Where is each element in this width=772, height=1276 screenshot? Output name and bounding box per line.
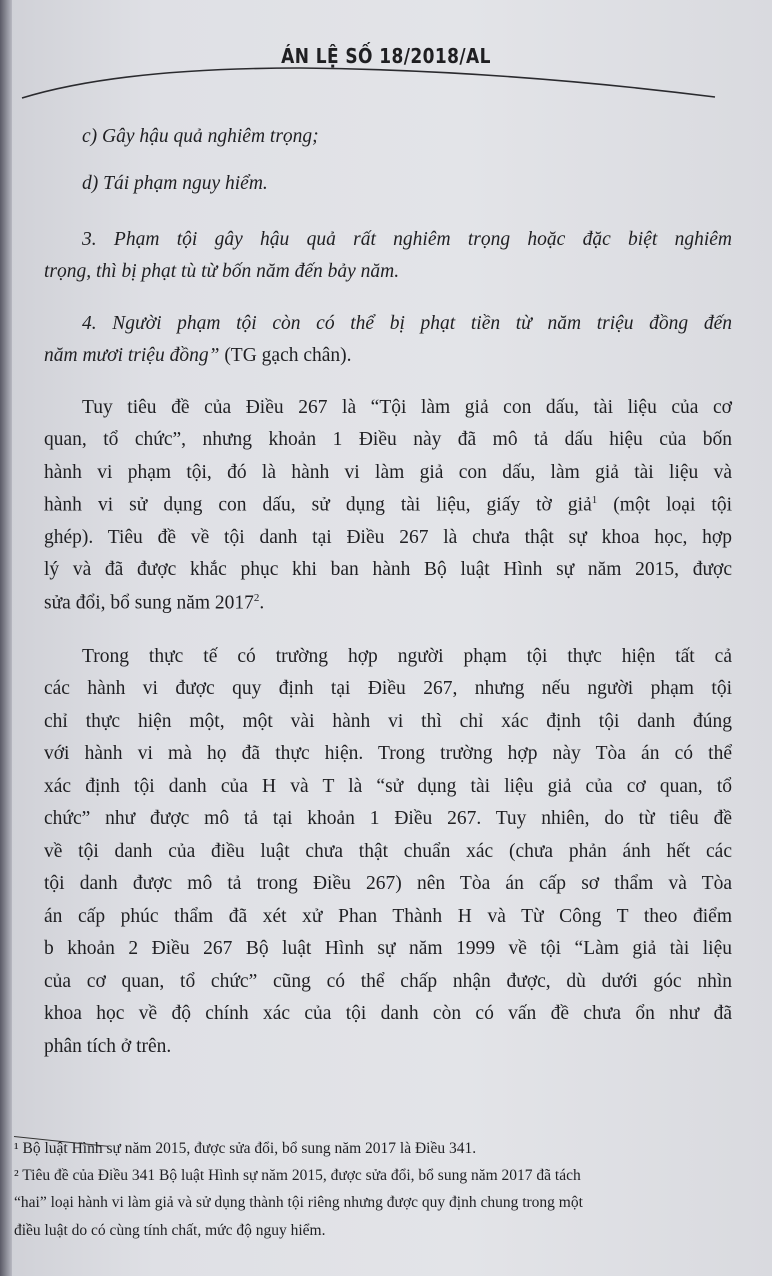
page-header-title: ÁN LỆ SỐ 18/2018/AL <box>281 44 491 68</box>
clause-4-line: 4. Người phạm tội còn có thể bị phạt tiền từ năm triệu đồng đến <box>82 313 732 334</box>
footnote-1: ¹ Bộ luật Hình sự năm 2015, được sửa đổi, bổ sung năm 2017 là Điều 341. <box>14 1140 477 1157</box>
footnote-ref-1: 1 <box>591 494 598 506</box>
header-rule <box>0 60 772 100</box>
text-line: chức” như được mô tả tại khoản 1 Điều 267. Tuy nhiên, do từ tiêu đề <box>44 808 732 829</box>
text-line: Tuy tiêu đề của Điều 267 là “Tội làm giả con dấu, tài liệu của cơ <box>82 397 732 418</box>
text-line: khoa học về độ chính xác của tội danh còn có vấn đề chưa ổn như đã <box>44 1003 732 1024</box>
book-spine-edge <box>0 0 12 1276</box>
clause-c: c) Gây hậu quả nghiêm trọng; <box>82 126 319 147</box>
text-line: xác định tội danh của H và T là “sử dụng tài liệu giả của cơ quan, tổ <box>44 776 732 797</box>
text-line: ghép). Tiêu đề về tội danh tại Điều 267 là chưa thật sự khoa học, hợp <box>44 527 732 548</box>
footnote-ref-2: 2 <box>253 592 260 604</box>
author-note: (TG gạch chân). <box>219 345 352 366</box>
clause-d: d) Tái phạm nguy hiểm. <box>82 173 268 194</box>
text-span: hành vi sử dụng con dấu, sử dụng tài liệu, giấy tờ giả <box>44 494 592 516</box>
clause-3-line: trọng, thì bị phạt tù từ bốn năm đến bảy năm. <box>44 261 400 282</box>
text-line: b khoản 2 Điều 267 Bộ luật Hình sự năm 1999 về tội “Làm giả tài liệu <box>44 938 732 959</box>
clause-3-line: 3. Phạm tội gây hậu quả rất nghiêm trọng hoặc đặc biệt nghiêm <box>82 229 732 250</box>
text-line: quan, tổ chức”, nhưng khoản 1 Điều này đã mô tả dấu hiệu của bốn <box>44 429 732 450</box>
footnote-2-cont: điều luật do có cùng tính chất, mức độ nguy hiểm. <box>14 1222 326 1239</box>
footnote-2: ² Tiêu đề của Điều 341 Bộ luật Hình sự năm 2015, được sửa đổi, bổ sung năm 2017 đã tách <box>14 1167 581 1184</box>
text-line: lý và đã được khắc phục khi ban hành Bộ luật Hình sự năm 2015, được <box>44 559 732 580</box>
text-line: các hành vi được quy định tại Điều 267, nhưng nếu người phạm tội <box>44 678 732 699</box>
text-line: Trong thực tế có trường hợp người phạm tội thực hiện tất cả <box>82 646 732 667</box>
text-line: phân tích ở trên. <box>44 1036 172 1057</box>
text-line: tội danh được mô tả trong Điều 267) nên Tòa án cấp sơ thẩm và Tòa <box>44 873 732 894</box>
text-line: của cơ quan, tổ chức” cũng có thể chấp nhận được, dù dưới góc nhìn <box>44 971 732 992</box>
text-span: . <box>259 592 265 614</box>
text-line: chỉ thực hiện một, một vài hành vi thì chỉ xác định tội danh đúng <box>44 711 732 732</box>
clause-4-line <box>44 345 732 367</box>
footnote-2-cont: “hai” loại hành vi làm giả và sử dụng thành tội riêng nhưng được quy định chung trong một <box>14 1194 583 1211</box>
text-line: với hành vi mà họ đã thực hiện. Trong trường hợp này Tòa án có thể <box>44 743 732 764</box>
text-span: sửa đổi, bổ sung năm 2017 <box>44 592 254 614</box>
text-line: về tội danh của điều luật chưa thật chuẩn xác (chưa phản ánh hết các <box>44 841 732 862</box>
text-line <box>44 494 732 517</box>
clause-4-text: năm mươi triệu đồng” <box>44 345 220 366</box>
text-span: (một loại tội <box>597 494 732 516</box>
text-line: hành vi phạm tội, đó là hành vi làm giả con dấu, làm giả tài liệu và <box>44 462 732 483</box>
text-line <box>44 592 732 615</box>
text-line: án cấp phúc thẩm đã xét xử Phan Thành H và Từ Công T theo điểm <box>44 906 732 927</box>
